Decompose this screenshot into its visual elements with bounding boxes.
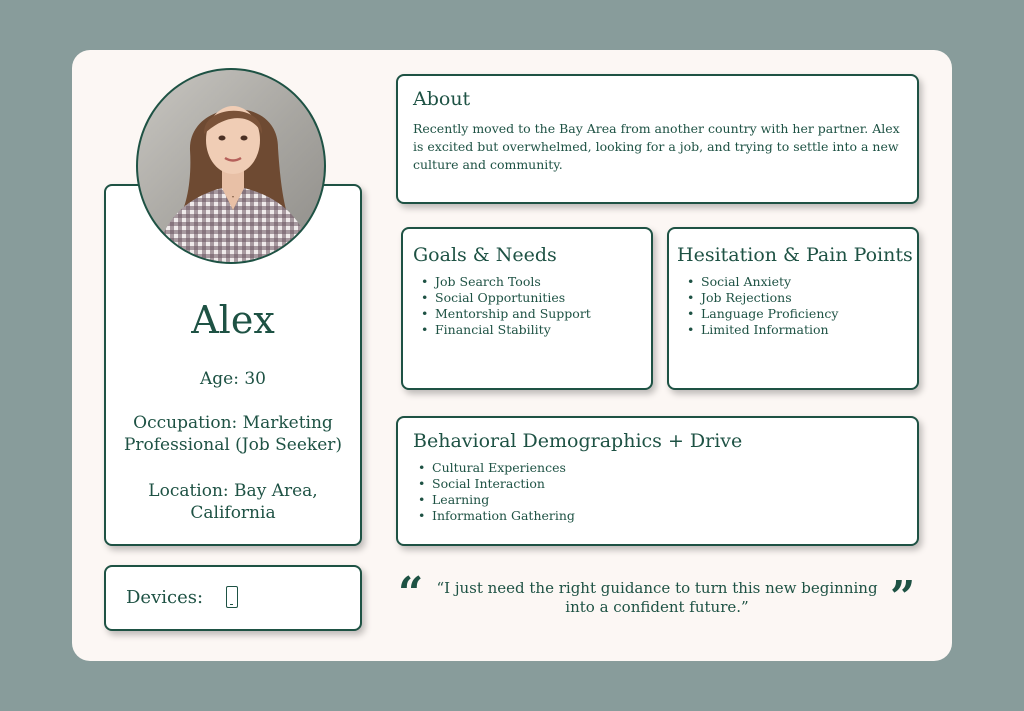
list-item: • Social Anxiety bbox=[687, 274, 838, 290]
goals-title: Goals & Needs bbox=[413, 244, 557, 266]
goals-list bbox=[421, 274, 591, 338]
list-item: • Cultural Experiences bbox=[418, 460, 575, 476]
list-item: • Job Search Tools bbox=[421, 274, 591, 290]
pain-points-card bbox=[667, 227, 919, 390]
behavioral-title: Behavioral Demographics + Drive bbox=[413, 430, 743, 452]
persona-quote: “I just need the right guidance to turn this new beginning into a confident future.” bbox=[436, 579, 878, 616]
persona-occupation: Occupation: Marketing Professional (Job Seeker) bbox=[123, 413, 343, 455]
list-item: • Learning bbox=[418, 492, 575, 508]
profile-photo bbox=[136, 68, 326, 264]
about-title: About bbox=[413, 88, 471, 110]
list-item: • Financial Stability bbox=[421, 322, 591, 338]
portrait-image bbox=[138, 70, 326, 264]
persona-age: Age: 30 bbox=[200, 369, 266, 389]
list-item: • Social Opportunities bbox=[421, 290, 591, 306]
behavioral-list bbox=[418, 460, 575, 524]
list-item: • Language Proficiency bbox=[687, 306, 838, 322]
behavioral-card bbox=[396, 416, 919, 546]
devices-label: Devices: bbox=[126, 587, 204, 608]
pain-points-list bbox=[687, 274, 838, 338]
about-text: Recently moved to the Bay Area from another country with her partner. Alex is excited but overwhelmed, looking for a job, and trying to settle into a new culture and community. bbox=[413, 121, 900, 172]
smartphone-icon bbox=[226, 586, 238, 608]
pain-points-title: Hesitation & Pain Points bbox=[677, 244, 913, 266]
goals-card bbox=[401, 227, 653, 390]
persona-location: Location: Bay Area, California bbox=[148, 481, 318, 523]
about-card bbox=[396, 74, 919, 204]
list-item: • Information Gathering bbox=[418, 508, 575, 524]
list-item: • Mentorship and Support bbox=[421, 306, 591, 322]
devices-card bbox=[104, 565, 362, 631]
open-quote-icon: “ bbox=[398, 568, 424, 619]
close-quote-icon: ” bbox=[890, 572, 916, 623]
list-item: • Limited Information bbox=[687, 322, 838, 338]
list-item: • Social Interaction bbox=[418, 476, 575, 492]
persona-name: Alex bbox=[191, 298, 275, 342]
list-item: • Job Rejections bbox=[687, 290, 838, 306]
